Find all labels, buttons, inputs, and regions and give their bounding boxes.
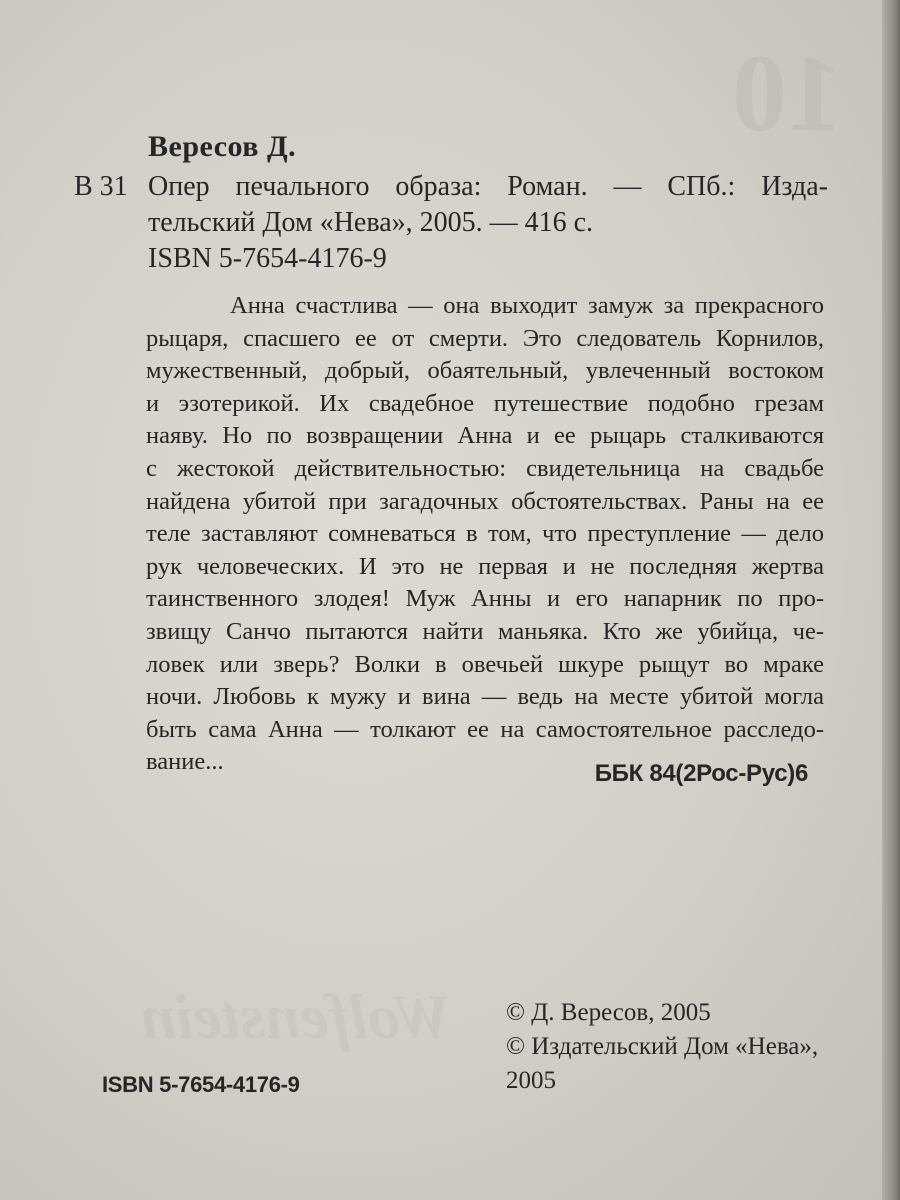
annotation-line: и эзотерикой. Их свадебное путешествие подобно грезам <box>146 389 824 417</box>
biblio-isbn: ISBN 5-7654-4176-9 <box>148 243 387 274</box>
annotation-line: мужественный, добрый, обаятельный, увлеченный востоком <box>146 357 824 385</box>
annotation-line: рыцаря, спасшего ее от смерти. Это следователь Корнилов, <box>146 324 824 352</box>
annotation-line: теле заставляют сомневаться в том, что преступление — дело <box>146 520 824 548</box>
annotation-line: звищу Санчо пытаются найти маньяка. Кто же убийца, че- <box>146 617 824 645</box>
annotation-line: с жестокой действительностью: свидетельница на свадьбе <box>146 454 824 482</box>
annotation-line: вание... <box>146 748 224 776</box>
biblio-line: Опер печального образа: Роман. — СПб.: Изда- <box>148 171 828 202</box>
annotation-line: Анна счастлива — она выходит замуж за прекрасного <box>230 292 824 319</box>
copyright-line: © Д. Вересов, 2005 <box>506 999 711 1026</box>
copyright-block <box>506 996 826 1098</box>
biblio-line: тельский Дом «Нева», 2005. — 416 с. <box>148 207 594 238</box>
annotation-line: таинственного злодея! Муж Анны и его напарник по про- <box>146 585 824 613</box>
author-name: Вересов Д. <box>148 130 297 163</box>
show-through-print: Wolfenstein <box>140 981 452 1052</box>
copyright-line: 2005 <box>506 1067 556 1094</box>
annotation-line: рук человеческих. И это не первая и не последняя жертва <box>146 552 824 580</box>
copyright-line: © Издательский Дом «Нева», <box>506 1033 819 1060</box>
annotation-line: быть сама Анна — толкают ее на самостоятельное расследо- <box>146 715 824 743</box>
bbk-code: ББК 84(2Рос-Рус)6 <box>594 760 808 787</box>
catalog-code: В 31 <box>74 171 128 202</box>
annotation-line: наяву. Но по возвращении Анна и ее рыцарь сталкиваются <box>146 422 824 450</box>
isbn-footer: ISBN 5-7654-4176-9 <box>102 1072 300 1097</box>
annotation <box>146 290 824 779</box>
annotation-line: ловек или зверь? Волки в овечьей шкуре рыщут во мраке <box>146 650 824 678</box>
show-through-print: 10 <box>732 32 842 154</box>
bibliographic-record <box>148 169 828 277</box>
page-edge <box>882 0 900 1200</box>
annotation-line: найдена убитой при загадочных обстоятельствах. Раны на ее <box>146 487 824 515</box>
annotation-line: ночи. Любовь к мужу и вина — ведь на месте убитой могла <box>146 683 824 711</box>
